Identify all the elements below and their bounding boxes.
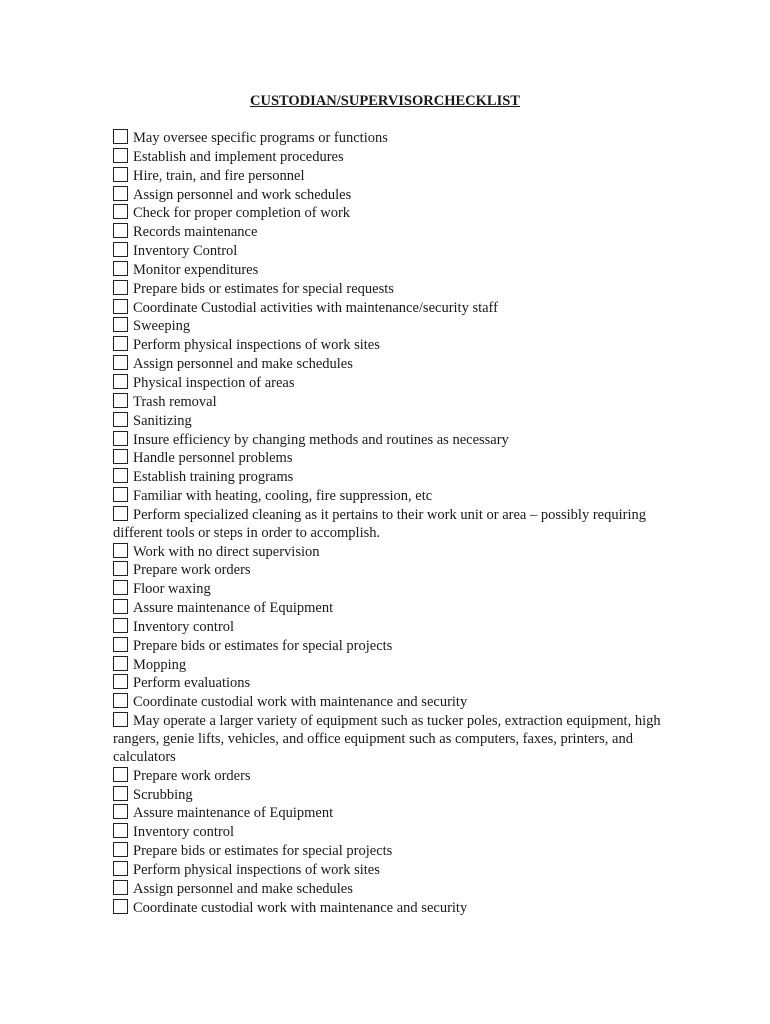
checklist-item [113,823,673,842]
checkbox[interactable] [113,656,128,671]
checklist [113,129,673,917]
checkbox[interactable] [113,355,128,370]
checklist-item-label: Establish training programs [133,469,294,486]
checklist-item [113,336,673,355]
checklist-item-label: Floor waxing [133,581,211,598]
checklist-item-label: Coordinate Custodial activities with maintenance/security staff [133,299,498,316]
checklist-item-label: Perform specialized cleaning as it pertains to their work unit or area – possibly requiring different tools or steps in order to accomplish. [113,506,646,541]
checklist-item [113,804,673,823]
checklist-item [113,543,673,562]
checkbox[interactable] [113,431,128,446]
checklist-item [113,167,673,186]
checkbox[interactable] [113,204,128,219]
checklist-item [113,712,673,767]
checklist-item [113,261,673,280]
checkbox[interactable] [113,280,128,295]
checklist-item [113,767,673,786]
checklist-item-label: Mopping [133,656,187,673]
checklist-item [113,317,673,336]
checklist-item [113,561,673,580]
checklist-item [113,468,673,487]
checkbox[interactable] [113,767,128,782]
checklist-item [113,674,673,693]
checkbox[interactable] [113,223,128,238]
checklist-item-label: Scrubbing [133,786,193,803]
checkbox[interactable] [113,393,128,408]
checklist-item [113,204,673,223]
checkbox[interactable] [113,618,128,633]
checklist-item-label: Prepare work orders [133,767,251,784]
checkbox[interactable] [113,823,128,838]
checklist-item-label: Perform physical inspections of work sites [133,861,380,878]
checklist-item [113,242,673,261]
checkbox[interactable] [113,242,128,257]
checklist-item-label: Coordinate custodial work with maintenance and security [133,899,468,916]
checklist-item-label: May operate a larger variety of equipment such as tucker poles, extraction equipment, high rangers, genie lifts, vehicles, and office equipment such as computers, faxes, printers, and calculators [113,713,661,765]
checklist-item-label: Inventory control [133,618,235,635]
checklist-item-label: May oversee specific programs or functions [133,130,388,146]
checklist-item [113,599,673,618]
checkbox[interactable] [113,637,128,652]
checklist-item-label: Perform physical inspections of work sites [133,337,380,354]
checklist-item [113,355,673,374]
checklist-item-label: Coordinate custodial work with maintenance and security [133,694,468,711]
checklist-item [113,374,673,393]
checkbox[interactable] [113,543,128,558]
checklist-item-label: Trash removal [133,393,217,410]
checklist-item-label: Sanitizing [133,412,192,429]
checkbox[interactable] [113,449,128,464]
checkbox[interactable] [113,299,128,314]
page-title: CUSTODIAN/SUPERVISORCHECKLIST [250,93,520,109]
checkbox[interactable] [113,487,128,502]
checklist-item [113,580,673,599]
checklist-item-label: Assign personnel and make schedules [133,880,353,897]
checkbox[interactable] [113,317,128,332]
checklist-item [113,449,673,468]
checklist-item [113,148,673,167]
checkbox[interactable] [113,412,128,427]
checklist-item-label: Prepare bids or estimates for special projects [133,637,393,654]
checkbox[interactable] [113,506,128,521]
checkbox[interactable] [113,861,128,876]
checklist-item-label: Prepare work orders [133,562,251,579]
checklist-item [113,129,673,148]
checklist-item [113,280,673,299]
checkbox[interactable] [113,261,128,276]
checklist-item [113,786,673,805]
checkbox[interactable] [113,374,128,389]
checklist-item [113,223,673,242]
checklist-item [113,861,673,880]
checkbox[interactable] [113,804,128,819]
checklist-item [113,899,673,918]
checkbox[interactable] [113,148,128,163]
checklist-item [113,637,673,656]
checklist-item-label: Sweeping [133,318,191,335]
checklist-item [113,487,673,506]
checklist-item-label: Records maintenance [133,224,258,241]
checklist-item-label: Perform evaluations [133,675,251,692]
checklist-item [113,842,673,861]
checklist-item-label: Physical inspection of areas [133,374,295,391]
checkbox[interactable] [113,899,128,914]
checklist-item [113,431,673,450]
checklist-item-label: Check for proper completion of work [133,205,351,222]
checkbox[interactable] [113,186,128,201]
checklist-item-label: Hire, train, and fire personnel [133,167,305,184]
checkbox[interactable] [113,167,128,182]
checkbox[interactable] [113,336,128,351]
checklist-item [113,656,673,675]
checkbox[interactable] [113,880,128,895]
checklist-item [113,186,673,205]
checkbox[interactable] [113,842,128,857]
checklist-item-label: Assign personnel and make schedules [133,356,353,373]
checklist-item-label: Familiar with heating, cooling, fire suppression, etc [133,488,433,505]
checklist-item-label: Assure maintenance of Equipment [133,805,334,822]
checkbox[interactable] [113,674,128,689]
checkbox[interactable] [113,693,128,708]
checklist-item [113,506,673,543]
checklist-item [113,412,673,431]
checklist-item-label: Assign personnel and work schedules [133,186,352,203]
checklist-item-label: Work with no direct supervision [133,543,320,560]
checklist-item [113,299,673,318]
checklist-item-label: Assure maintenance of Equipment [133,600,334,617]
checkbox[interactable] [113,786,128,801]
checklist-item [113,618,673,637]
checkbox[interactable] [113,561,128,576]
checklist-item-label: Monitor expenditures [133,261,259,278]
checklist-item [113,693,673,712]
checkbox[interactable] [113,580,128,595]
checklist-item-label: Inventory control [133,824,235,841]
checkbox[interactable] [113,468,128,483]
checklist-item-label: Prepare bids or estimates for special projects [133,843,393,860]
checkbox[interactable] [113,129,128,144]
checklist-item [113,393,673,412]
checklist-item-label: Establish and implement procedures [133,148,344,165]
checklist-item-label: Prepare bids or estimates for special requests [133,280,394,297]
checklist-item-label: Handle personnel problems [133,450,293,467]
checklist-item-label: Insure efficiency by changing methods and routines as necessary [133,431,509,448]
checklist-item-label: Inventory Control [133,243,238,260]
checkbox[interactable] [113,599,128,614]
checklist-item [113,880,673,899]
checkbox[interactable] [113,712,128,727]
